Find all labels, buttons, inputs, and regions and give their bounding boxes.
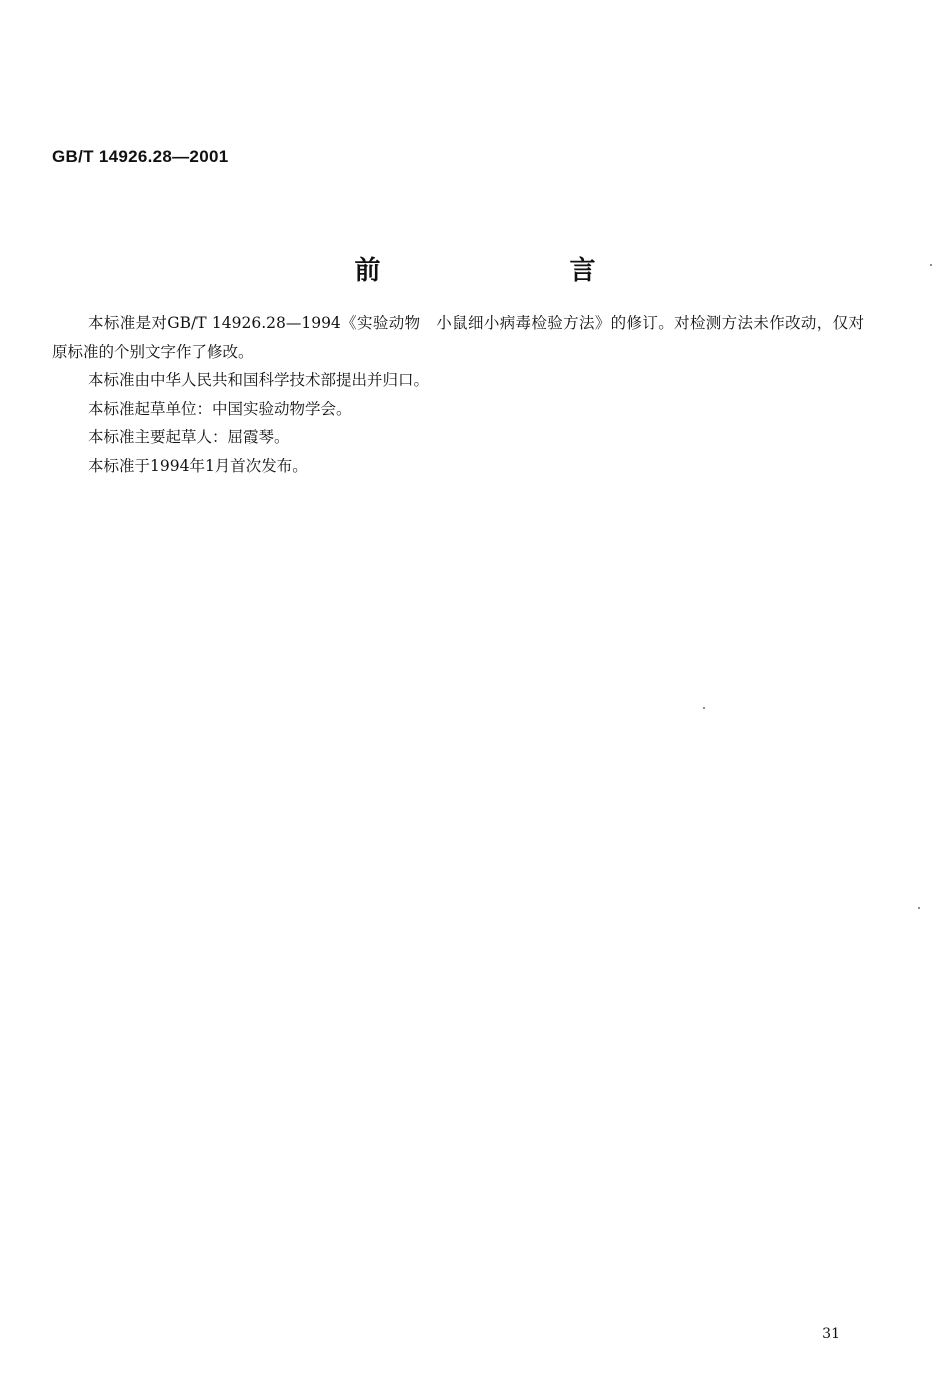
scan-speck — [930, 264, 932, 266]
scan-speck — [918, 907, 920, 909]
scan-speck — [703, 707, 705, 709]
foreword-paragraph-drafter: 本标准主要起草人：屈霞琴。 — [88, 428, 290, 446]
foreword-paragraph-proposer: 本标准由中华人民共和国科学技术部提出并归口。 — [88, 371, 430, 389]
standard-code-header: GB/T 14926.28—2001 — [52, 147, 229, 166]
foreword-paragraph-revision: 本标准是对GB/T 14926.28—1994《实验动物 小鼠细小病毒检验方法》的修订。对检测方法未作改动，仅对原标准的个别文字作了修改。 — [52, 314, 864, 361]
foreword-paragraph-first-release: 本标准于1994年1月首次发布。 — [88, 456, 308, 475]
section-title: 前 言 — [354, 256, 686, 286]
page-number: 31 — [822, 1326, 840, 1342]
foreword-paragraph-drafting-unit: 本标准起草单位：中国实验动物学会。 — [88, 399, 352, 418]
foreword-body — [52, 309, 864, 480]
